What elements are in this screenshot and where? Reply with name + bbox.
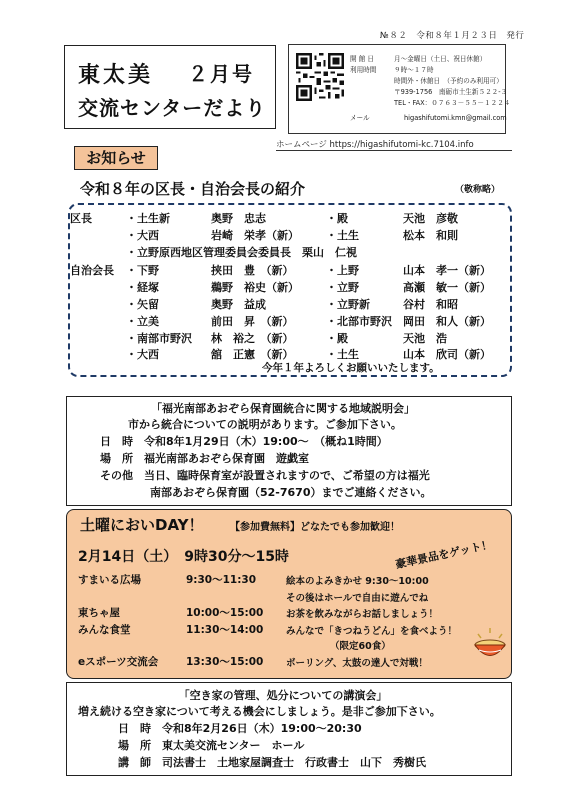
divider [276,150,512,151]
saturday-event-date: 2月14日（土） 9時30分～15時 [78,549,289,565]
nursery-briefing-datetime: 日 時 令和8年1月29日（木）19:00～ （概ね1時間） [100,435,388,448]
newsletter-title-month: ２月号 [188,62,254,86]
kucho-label: 区長 [70,212,92,225]
info-address: 〒939-1756 南砺市土生新５２２-３ [394,88,508,96]
notice-label: お知らせ [74,146,158,170]
lecture-place: 場 所 東太美交流センター ホール [118,739,305,752]
newsletter-title-place: 東太美 [78,62,154,88]
nursery-briefing-place: 場 所 福光南部あおぞら保育園 遊戯室 [100,452,309,465]
saturday-event-title: 土曜においDAY！ [80,516,204,534]
section-title-leaders: 令和８年の区長・自治会長の紹介 [80,180,306,198]
lecture-speaker: 講 師 司法書士 土地家屋調査士 行政書士 山下 秀樹氏 [118,756,426,769]
info-open-days: 開 館 日 月～金曜日（土日、祝日休館） [350,55,487,63]
info-tel-fax: TEL・FAX：０７６３－５５－１２２４ [394,99,511,107]
qr-code-icon[interactable] [296,53,344,101]
lecture-intro: 増え続ける空き家について考える機会にしましょう。是非ご参加下さい。 [78,705,441,718]
udon-bowl-icon [470,624,510,664]
homepage-link[interactable]: ホームページ https://higashifutomi-kc.7104.info [276,140,474,150]
info-hours: 利用時間 ９時～１７時 [350,66,434,74]
nursery-briefing-title: 「福光南部あおぞら保育園統合に関する地域説明会」 [151,402,415,415]
newsletter-title-main: 交流センターだより [78,96,267,120]
event-row-note: その後はホールで自由に遊んでね [286,593,429,604]
vacant-house-lecture-title: 「空き家の管理、処分についての講演会」 [178,689,388,702]
roster-row-committee: ・立野原西地区管理委員会委員長 栗山 仁視 [126,246,357,259]
info-mail: メール higashifutomi.kmn@gmail.com [350,114,507,122]
info-after-hours: 時間外・休館日 （予約のみ利用可） [394,77,503,85]
nursery-briefing-contact: 南部あおぞら保育園（52-7670）までご連絡ください。 [150,486,432,499]
mail-link[interactable]: higashifutomi.kmn@gmail.com [404,114,507,122]
saturday-event-subtitle: 【参加費無料】どなたでも参加歓迎！ [230,522,400,533]
event-row-note: （限定60食） [330,641,391,652]
prize-text: 豪華景品をゲット！ [394,538,494,572]
issue-info: №８２ 令和８年１月２３日 発行 [380,31,525,41]
nursery-briefing-intro: 市から統合についての説明があります。ご参加下さい。 [128,418,402,431]
honorific-note: （敬称略） [455,185,501,195]
lecture-datetime: 日 時 令和8年2月26日（木）19:00～20:30 [118,722,362,735]
greeting-text: 今年１年よろしくお願いいたします。 [262,362,440,374]
jichikaicho-label: 自治会長 [70,264,114,277]
nursery-briefing-other: その他 当日、臨時保育室が設置されますので、ご希望の方は福光 [100,469,430,482]
